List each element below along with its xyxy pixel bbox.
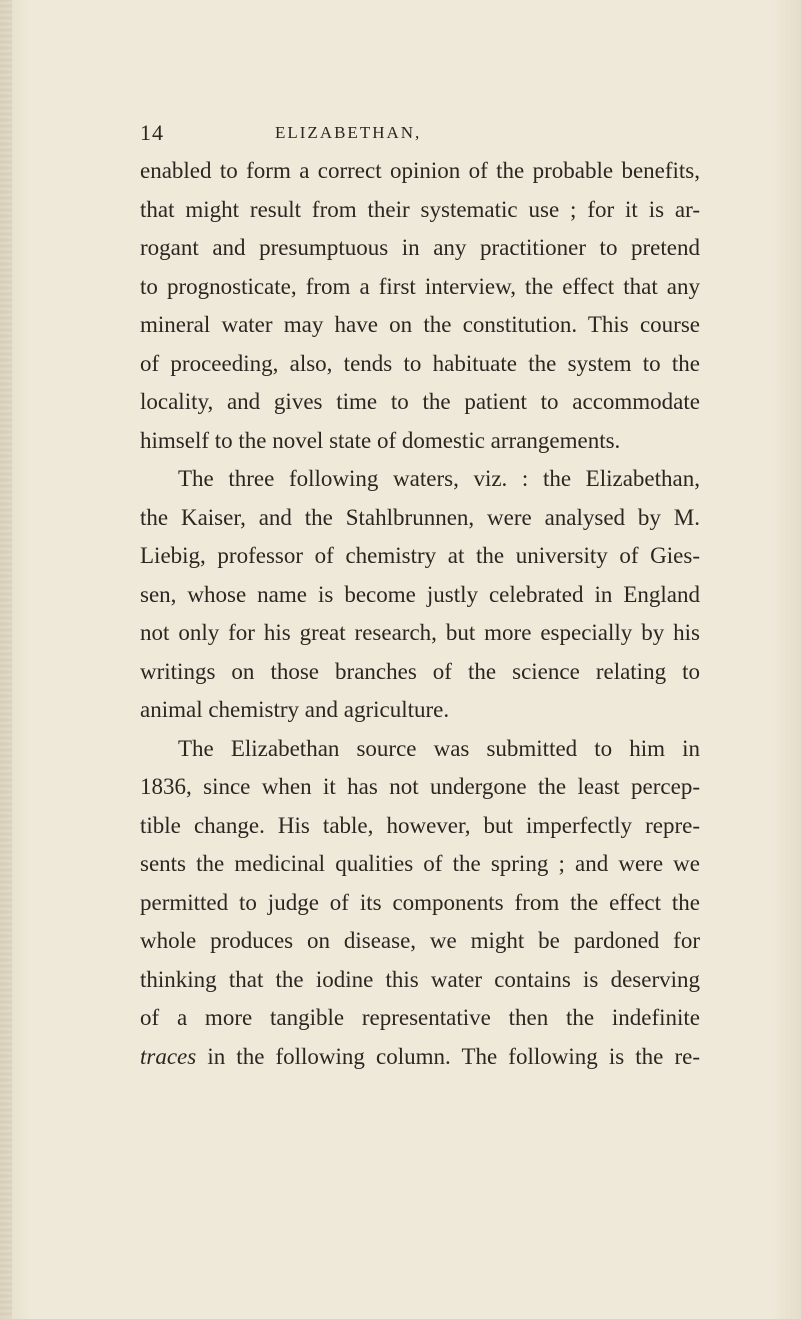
text-line: thinking that the iodine this water contains is deserving (140, 966, 700, 992)
text-line: animal chemistry and agriculture. (140, 697, 450, 722)
text-line: Liebig, professor of chemistry at the university of Gies- (140, 543, 700, 568)
text-line: mineral water may have on the constitution. This course (140, 312, 700, 337)
text-line: enabled to form a correct opinion of the probable benefits, (140, 158, 700, 183)
text-line: sents the medicinal qualities of the spring ; and were we (140, 851, 700, 876)
text-line: of a more tangible representative then the indefinite (140, 1005, 700, 1030)
text-line: to prognosticate, from a first interview, the effect that any (140, 273, 700, 299)
text-line-final (140, 1038, 700, 1077)
text-line: that might result from their systematic use ; for it is ar- (140, 196, 700, 222)
text-line: The Elizabethan source was submitted to him in (178, 735, 700, 761)
italic-word: traces (140, 1043, 197, 1069)
text-line: sen, whose name is become justly celebrated in England (140, 581, 700, 607)
text-line: locality, and gives time to the patient to accommodate (140, 389, 700, 414)
text-line: himself to the novel state of domestic arrangements. (140, 427, 621, 453)
running-title: ELIZABETHAN, (275, 123, 422, 142)
body-text (140, 152, 700, 1076)
binding-edge (0, 0, 12, 1319)
text-line: permitted to judge of its components from the effect the (140, 889, 700, 915)
text-line: not only for his great research, but more especially by his (140, 620, 700, 645)
text-line: of proceeding, also, tends to habituate the system to the (140, 350, 700, 376)
text-line: the Kaiser, and the Stahlbrunnen, were analysed by M. (140, 504, 700, 530)
text-line: tible change. His table, however, but imperfectly repre- (140, 812, 700, 838)
page-number: 14 (140, 120, 164, 145)
text-line: rogant and presumptuous in any practitioner to pretend (140, 235, 700, 260)
page-header (140, 120, 700, 150)
text-line-rest: in the following column. The following is the re- (196, 1043, 700, 1069)
text-line: The three following waters, viz. : the Elizabethan, (178, 466, 700, 491)
text-line: writings on those branches of the science relating to (140, 658, 700, 684)
text-line: 1836, since when it has not undergone the least percep- (140, 774, 700, 799)
text-line: whole produces on disease, we might be pardoned for (140, 928, 700, 953)
